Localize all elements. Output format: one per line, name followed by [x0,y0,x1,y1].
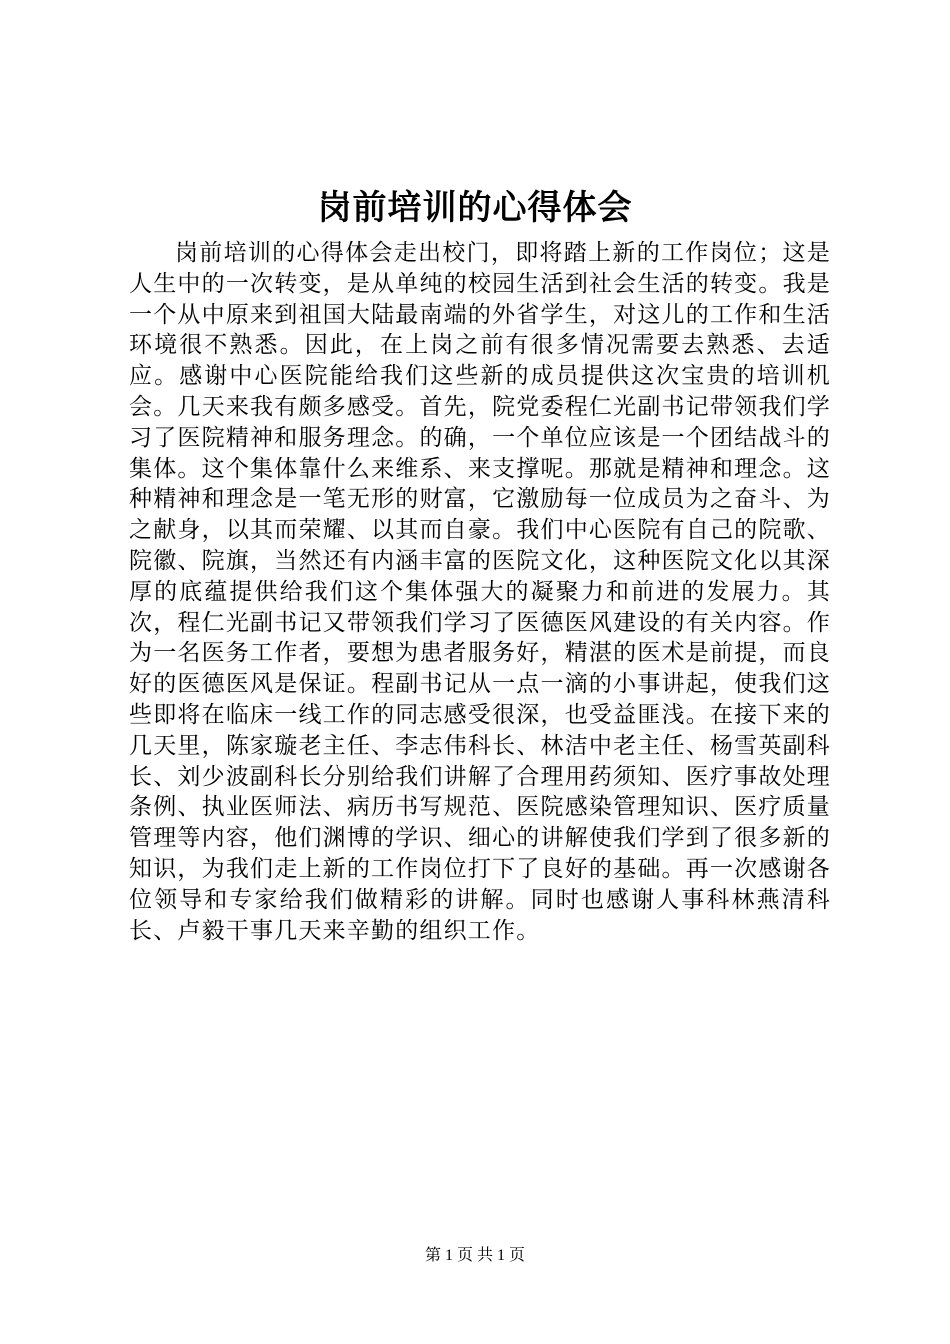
document-title: 岗前培训的心得体会 [317,188,633,228]
document-body-paragraph: 岗前培训的心得体会走出校门，即将踏上新的工作岗位；这是人生中的一次转变，是从单纯的校园生活到社会生活的转变。我是一个从中原来到祖国大陆最南端的外省学生，对这儿的工作和生活环境很不熟悉。因此，在上岗之前有很多情况需要去熟悉、去适应。感谢中心医院能给我们这些新的成员提供这次宝贵的培训机会。几天来我有颇多感受。首先，院党委程仁光副书记带领我们学习了医院精神和服务理念。的确，一个单位应该是一个团结战斗的集体。这个集体靠什么来维系、来支撑呢。那就是精神和理念。这种精神和理念是一笔无形的财富，它激励每一位成员为之奋斗、为之献身，以其而荣耀、以其而自豪。我们中心医院有自己的院歌、院徽、院旗，当然还有内涵丰富的医院文化，这种医院文化以其深厚的底蕴提供给我们这个集体强大的凝聚力和前进的发展力。其次，程仁光副书记又带领我们学习了医德医风建设的有关内容。作为一名医务工作者，要想为患者服务好，精湛的医术是前提，而良好的医德医风是保证。程副书记从一点一滴的小事讲起，使我们这些即将在临床一线工作的同志感受很深，也受益匪浅。在接下来的几天里，陈家璇老主任、李志伟科长、林洁中老主任、杨雪英副科长、刘少波副科长分别给我们讲解了合理用药须知、医疗事故处理条例、执业医师法、病历书写规范、医院感染管理知识、医疗质量管理等内容，他们渊博的学识、细心的讲解使我们学到了很多新的知识，为我们走上新的工作岗位打下了良好的基础。再一次感谢各位领导和专家给我们做精彩的讲解。同时也感谢人事科林燕清科长、卢毅干事几天来辛勤的组织工作。 [129,240,831,944]
page-number-footer: 第 1 页 共 1 页 [424,1247,525,1264]
